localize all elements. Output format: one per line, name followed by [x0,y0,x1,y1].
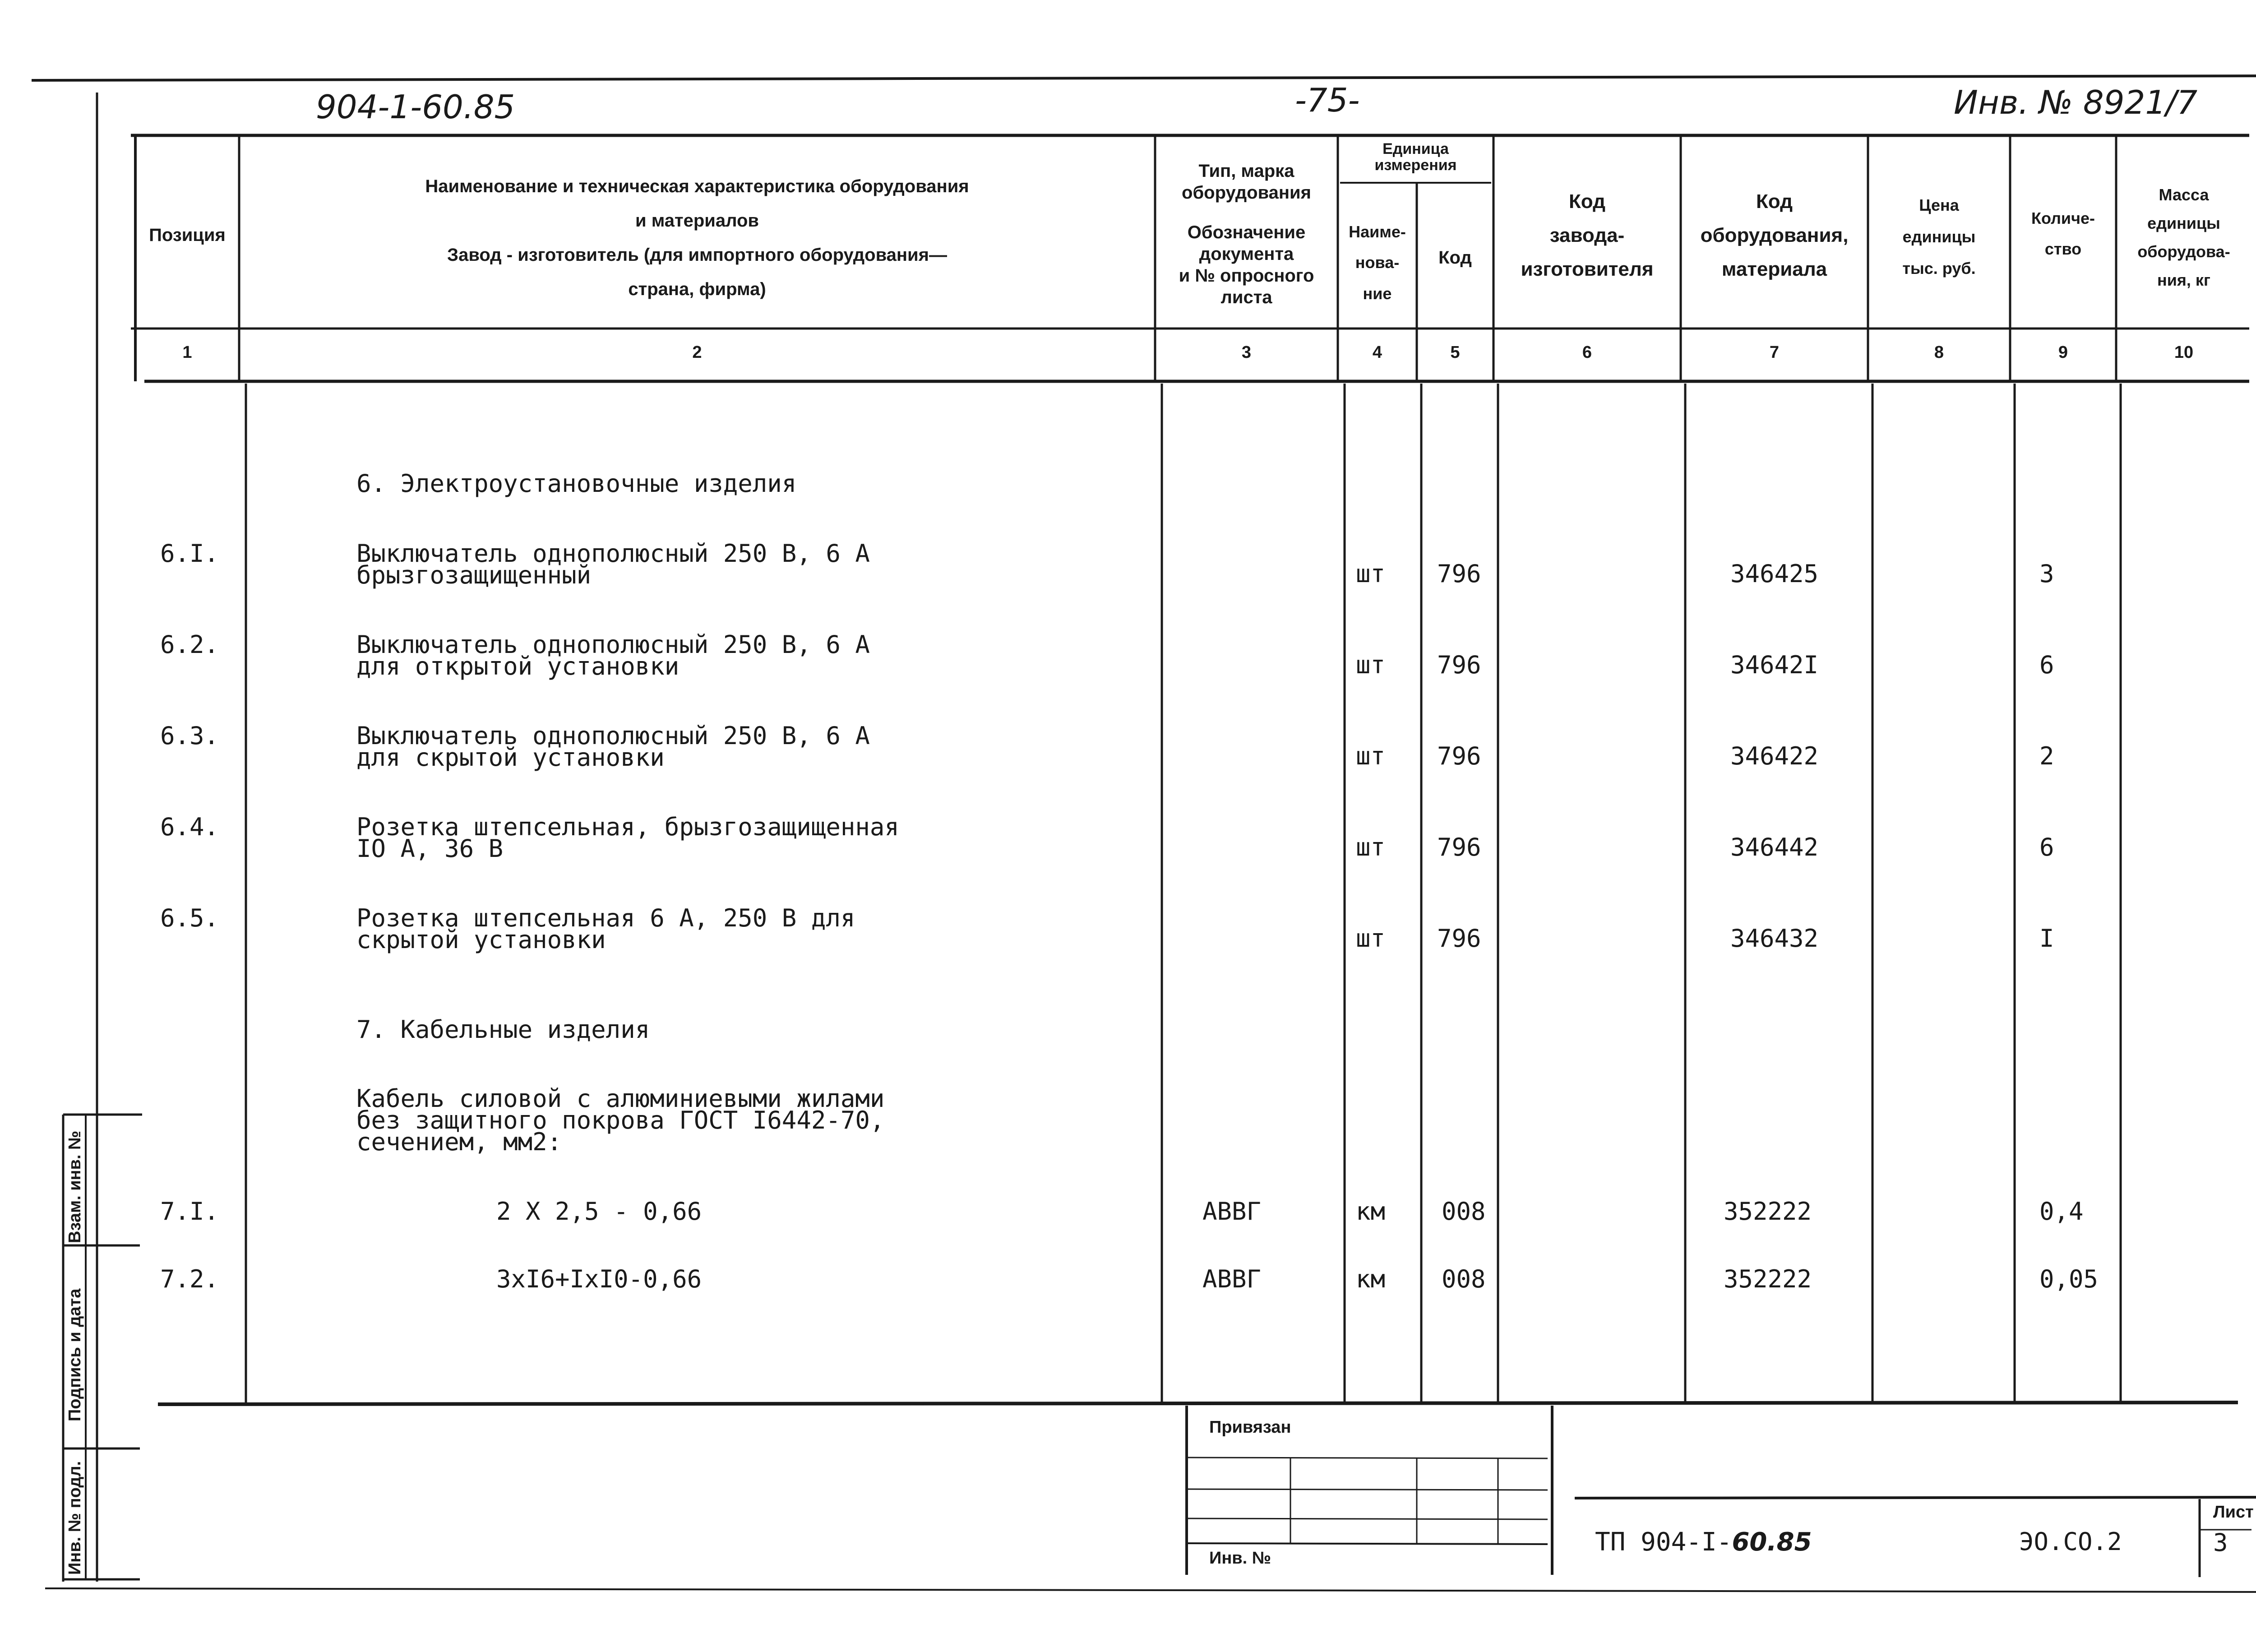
table-row [0,1197,2256,1226]
row-quantity: 0,4 [2039,1197,2084,1226]
row-name: 3xI6+IxI0-0,66 [496,1265,702,1293]
row-position: 6.4. [160,813,219,841]
section-7-description: Кабель силовой с алюминиевыми жилами [356,1084,885,1113]
column-number: 9 [2058,343,2068,362]
row-name: Выключатель однополюсный 250 В, 6 А [356,630,870,659]
row-unit: шт [1356,924,1386,953]
row-name: Выключатель однополюсный 250 В, 6 А [356,722,870,750]
row-quantity: I [2039,924,2054,953]
row-equipment-code: 34642I [1730,651,1819,679]
header-unit-name: Наиме- нова- ние [1349,222,1406,303]
table-row [0,539,2256,589]
row-equipment-code: 346425 [1730,560,1819,588]
header-quantity: Количе- ство [2031,209,2095,259]
inventory-number: Инв. № 8921/7 [1954,83,2198,121]
row-position: 7.I. [160,1197,219,1226]
stamp-sheet-number: 3 [2213,1528,2228,1557]
side-label-signature-date: Подпись и дата [65,1288,84,1421]
header-mass: Масса единицы оборудова- ния, кг [2137,185,2230,289]
row-name-cont: для скрытой установки [356,743,665,772]
row-quantity: 6 [2039,833,2054,861]
row-unit-code: 796 [1437,924,1481,953]
row-name: Розетка штепсельная 6 А, 250 В для [356,904,855,932]
column-number: 5 [1450,343,1460,362]
row-unit-code: 796 [1437,742,1481,770]
column-number: 4 [1372,343,1382,362]
row-unit: шт [1356,651,1386,679]
row-name: Розетка штепсельная, брызгозащищенная [356,813,899,841]
column-number: 6 [1582,343,1592,362]
row-unit-code: 796 [1437,560,1481,588]
row-name-cont: скрытой установки [356,925,606,954]
row-unit: шт [1356,833,1386,861]
row-name-cont: для открытой установки [356,652,680,680]
row-unit: км [1356,1265,1386,1293]
row-equipment-code: 346442 [1730,833,1819,861]
header-unit-code: Код [1438,248,1472,268]
side-label-original-inventory: Инв. № подл. [65,1461,84,1575]
row-unit-code: 008 [1442,1197,1486,1226]
row-unit: км [1356,1197,1386,1226]
row-unit: шт [1356,560,1386,588]
header-type: Тип, марка оборудования Обозначение документа и № опросного листа [1179,161,1314,307]
column-number: 8 [1934,343,1944,362]
row-position: 7.2. [160,1265,219,1293]
row-equipment-code: 352222 [1724,1265,1812,1293]
column-number: 10 [2174,343,2194,362]
row-name: Выключатель однополюсный 250 В, 6 А [356,539,870,568]
row-name-cont: IО А, 36 В [356,834,504,863]
column-number: 3 [1241,343,1252,362]
document-code: 904-1-60.85 [316,88,515,126]
row-type: АВВГ [1202,1265,1262,1293]
header-unit: Единица измерения [1374,140,1457,174]
column-number: 2 [692,343,702,362]
row-quantity: 6 [2039,651,2054,679]
stamp-sheet-label: Лист [2213,1503,2254,1522]
row-name-cont: брызгозащищенный [356,561,592,589]
row-equipment-code: 352222 [1724,1197,1812,1226]
header-equipment-code: Код оборудования, материала [1700,190,1849,280]
row-position: 6.I. [160,539,219,568]
column-number: 1 [182,343,192,362]
header-name: Наименование и техническая характеристика оборудования и материалов Завод - изготовитель (для импортного оборудования— страна, фирма) [425,176,969,299]
section-7-description: сечением, мм2: [356,1128,562,1156]
header-position: Позиция [149,225,226,245]
row-name: 2 X 2,5 - 0,66 [496,1197,702,1226]
header-manufacturer-code: Код завода- изготовителя [1521,190,1654,280]
section-6-title: 6. Электроустановочные изделия [356,469,797,498]
section-7-title: 7. Кабельные изделия [356,1015,650,1044]
row-quantity: 2 [2039,742,2054,770]
column-number: 7 [1769,343,1780,362]
stamp-sheet-code: ЭО.СО.2 [2019,1527,2122,1556]
stamp-attached-label: Привязан [1209,1418,1291,1437]
page-number: -75- [1295,81,1360,119]
row-unit-code: 008 [1442,1265,1486,1293]
row-quantity: 3 [2039,560,2054,588]
row-unit-code: 796 [1437,833,1481,861]
section-7-description: без защитного покрова ГОСТ I6442-70, [356,1106,885,1134]
row-unit: шт [1356,742,1386,770]
row-position: 6.3. [160,722,219,750]
header-price: Цена единицы тыс. руб. [1902,196,1976,278]
stamp-inv-label: Инв. № [1209,1549,1271,1568]
table-row [0,1265,2256,1293]
row-unit-code: 796 [1437,651,1481,679]
row-type: АВВГ [1202,1197,1262,1226]
row-quantity: 0,05 [2039,1265,2099,1293]
row-position: 6.2. [160,630,219,659]
table-row [0,904,2256,954]
row-position: 6.5. [160,904,219,932]
row-equipment-code: 346422 [1730,742,1819,770]
side-label-replacement-inventory: Взам. инв. № [65,1130,84,1243]
stamp-document-code: ТП 904-I-60.85 [1595,1527,1812,1557]
row-equipment-code: 346432 [1730,924,1819,953]
